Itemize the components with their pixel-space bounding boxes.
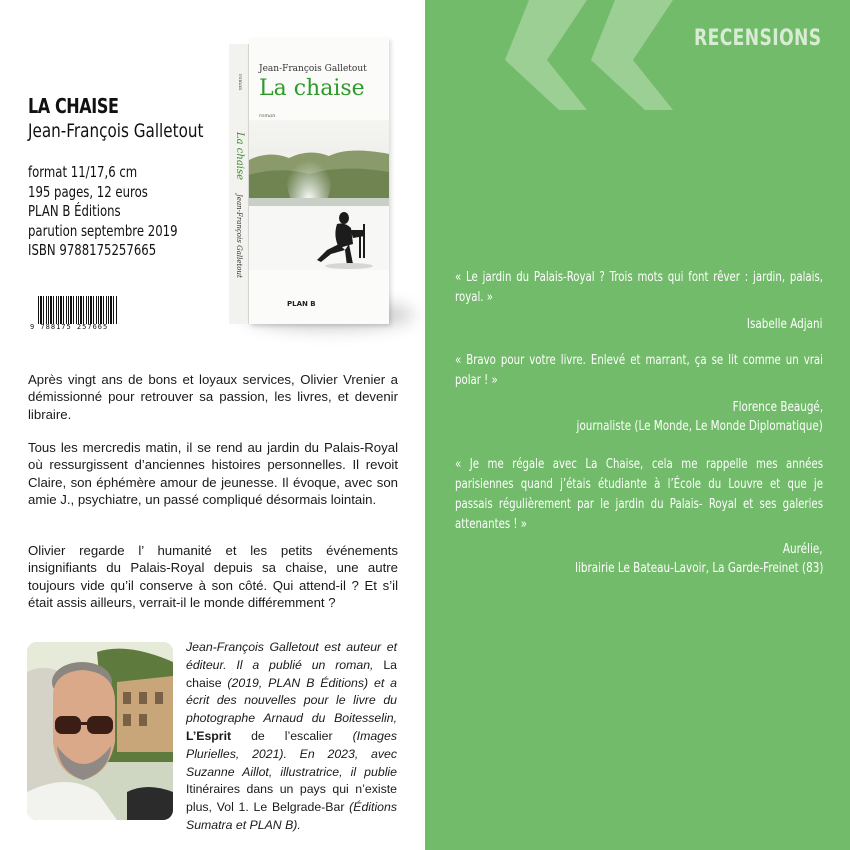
book-isbn: ISBN 9788175257665 <box>28 241 157 259</box>
spine-title: La chaise <box>234 132 245 181</box>
bio-part-1: Jean-François Galletout est auteur et éditeur. Il a publié un roman, <box>186 640 397 672</box>
synopsis-paragraph-1: Après vingt ans de bons et loyaux services, Olivier Vrenier a démissionné pour retrouver sa passion, les livres, et devenir libraire. <box>28 372 398 422</box>
barcode <box>30 296 122 334</box>
book-title: LA CHAISE <box>28 94 119 118</box>
review-2-quote: « Bravo pour votre livre. Enlevé et marrant, ça se lit comme un vrai polar ! » <box>455 353 824 388</box>
book-details <box>28 163 178 261</box>
bio-part-8: (Éditions Sumatra et PLAN B). <box>186 800 398 832</box>
synopsis-paragraph-3: Olivier regarde l’ humanité et les petits événements insignifiants du Palais-Royal depuis sa chaise, une autre toujours vide qu’il conserve à son côté. Qui attend-il ? Et s’il était assis ailleurs, verrait-il le monde différemment ? <box>28 543 398 611</box>
review-1-author: Isabelle Adjani <box>747 317 823 332</box>
cover-author: Jean-François Galletout <box>259 64 367 74</box>
review-1-quote: « Le jardin du Palais-Royal ? Trois mots qui font rêver : jardin, palais, royal. » <box>455 270 824 305</box>
bio-part-5: de l’escalier <box>231 728 333 743</box>
review-3-role: librairie Le Bateau-Lavoir, La Garde-Freinet (83) <box>574 561 823 576</box>
book-spine <box>229 44 249 324</box>
reviews-panel <box>425 0 850 850</box>
review-3-author: Aurélie, <box>783 542 823 557</box>
synopsis-paragraph-2: Tous les mercredis matin, il se rend au jardin du Palais-Royal où ressurgissent d’anciennes histoires personnelles. Il revoit Claire, son éphémère amour de jeunesse. Il évoque, avec son amie J., psychiatre, un passé compliqué désormais lointain. <box>28 440 398 508</box>
review-3-quote: « Je me régale avec La Chaise, cela me rappelle mes années parisiennes quand j’étais étudiante à l’École du Louvre et que je passais régulièrement par le jardin du Palais- Royal et ses galeries attenantes ! » <box>455 457 824 532</box>
author-bio <box>186 639 397 835</box>
review-2-author: Florence Beaugé, <box>732 400 823 415</box>
book-cover-image <box>229 30 389 326</box>
cover-garden-illustration <box>249 120 389 270</box>
book-pages-price: 195 pages, 12 euros <box>28 182 148 201</box>
book-front-cover <box>249 38 389 324</box>
barcode-digits: 9 788175 257665 <box>30 323 109 331</box>
book-format: format 11/17,6 cm <box>28 163 138 181</box>
author-photo <box>27 642 173 820</box>
bio-part-6: (Images Plurielles, 2021). En 2023, avec Suzanne Aillot, illustratrice, il publie <box>186 728 397 779</box>
barcode-bars <box>38 296 118 324</box>
quote-mark-icon <box>477 0 717 120</box>
book-publisher: PLAN B Éditions <box>28 202 121 220</box>
bio-part-2: La chaise <box>186 657 397 690</box>
book-author: Jean-François Galletout <box>28 120 204 142</box>
spine-genre: roman <box>237 74 243 91</box>
cover-publisher-logo: PLAN B <box>287 300 316 308</box>
cover-title: La chaise <box>259 76 365 101</box>
bio-part-4: L’Esprit <box>186 728 232 743</box>
bio-part-7: Itinéraires dans un pays qui n’existe plus, Vol 1. Le Belgrade-Bar <box>186 782 397 815</box>
review-2-role: journaliste (Le Monde, Le Monde Diplomatique) <box>576 419 823 434</box>
cover-genre: roman <box>259 113 276 119</box>
reviews-heading: RECENSIONS <box>694 26 822 51</box>
spine-author: Jean-François Galletout <box>235 194 243 278</box>
book-release-date: parution septembre 2019 <box>28 221 178 240</box>
bio-part-3: (2019, PLAN B Éditions) et a écrit des nouvelles pour le livre du photographe Arnaud du Boitesselin, <box>186 675 397 726</box>
